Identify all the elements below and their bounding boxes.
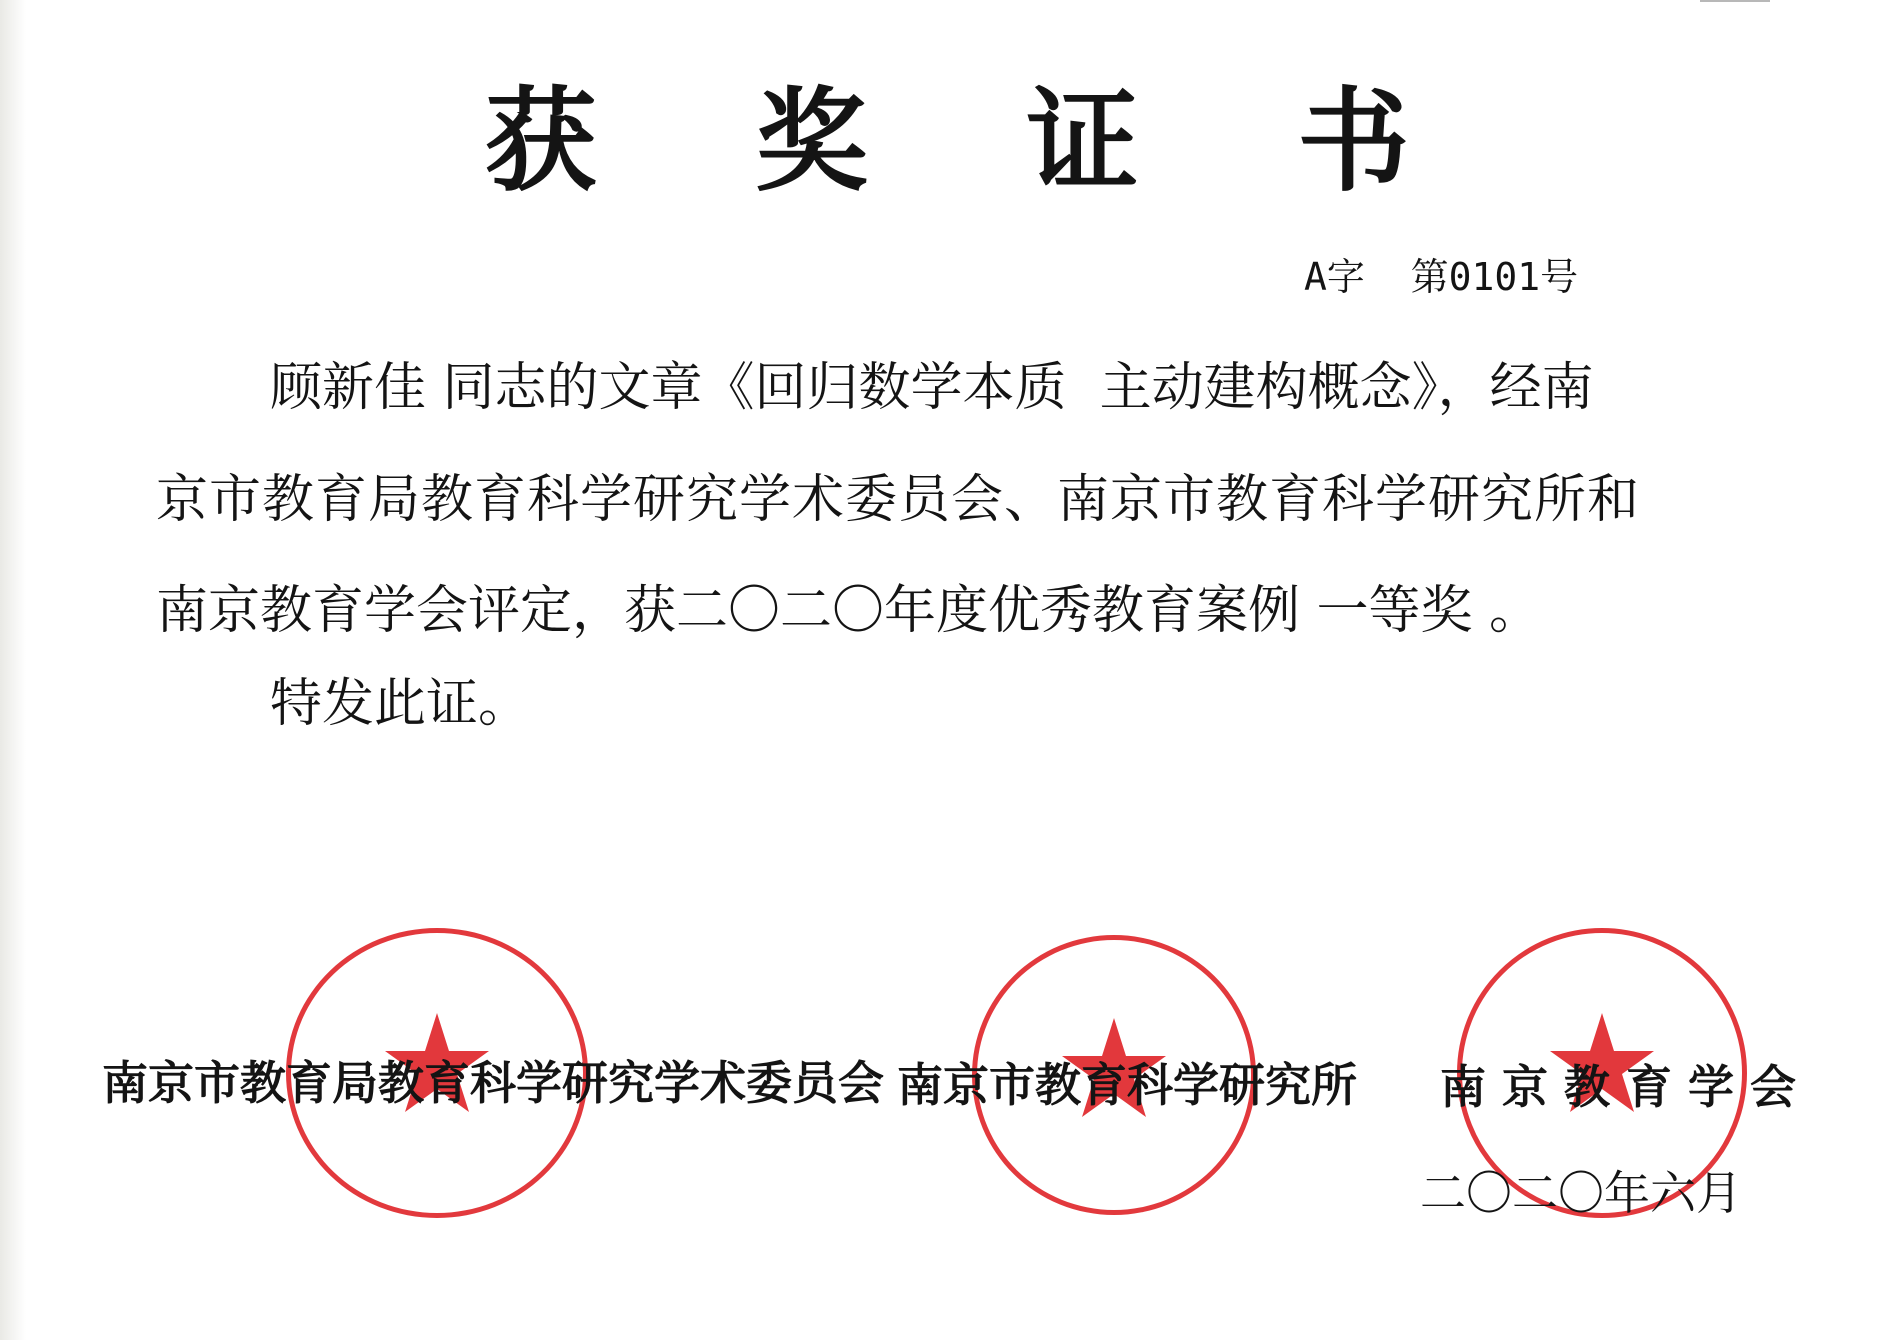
body-line-3: 南京教育学会评定，获二〇二〇年度优秀教育案例 一等奖 。 (156, 581, 1542, 641)
body-line-1: 顾新佳 同志的文章《回归数学本质 主动建构概念》，经南 (270, 358, 1594, 418)
scan-edge-shadow (0, 0, 26, 1340)
certificate-title: 获 奖 证 书 (484, 76, 1470, 207)
scan-mark (1700, 0, 1770, 8)
issue-date: 二〇二〇年六月 (1420, 1166, 1742, 1220)
body-line-4: 特发此证。 (270, 674, 531, 734)
issuer-org-3: 南京教育学会 (1440, 1060, 1812, 1114)
body-line-2: 京市教育局教育科学研究学术委员会、南京市教育科学研究所和 (156, 470, 1641, 530)
certificate-number: A字 第0101号 (1304, 255, 1579, 299)
issuer-org-1: 南京市教育局教育科学研究学术委员会 (102, 1056, 884, 1110)
issuer-org-2: 南京市教育科学研究所 (897, 1058, 1357, 1112)
